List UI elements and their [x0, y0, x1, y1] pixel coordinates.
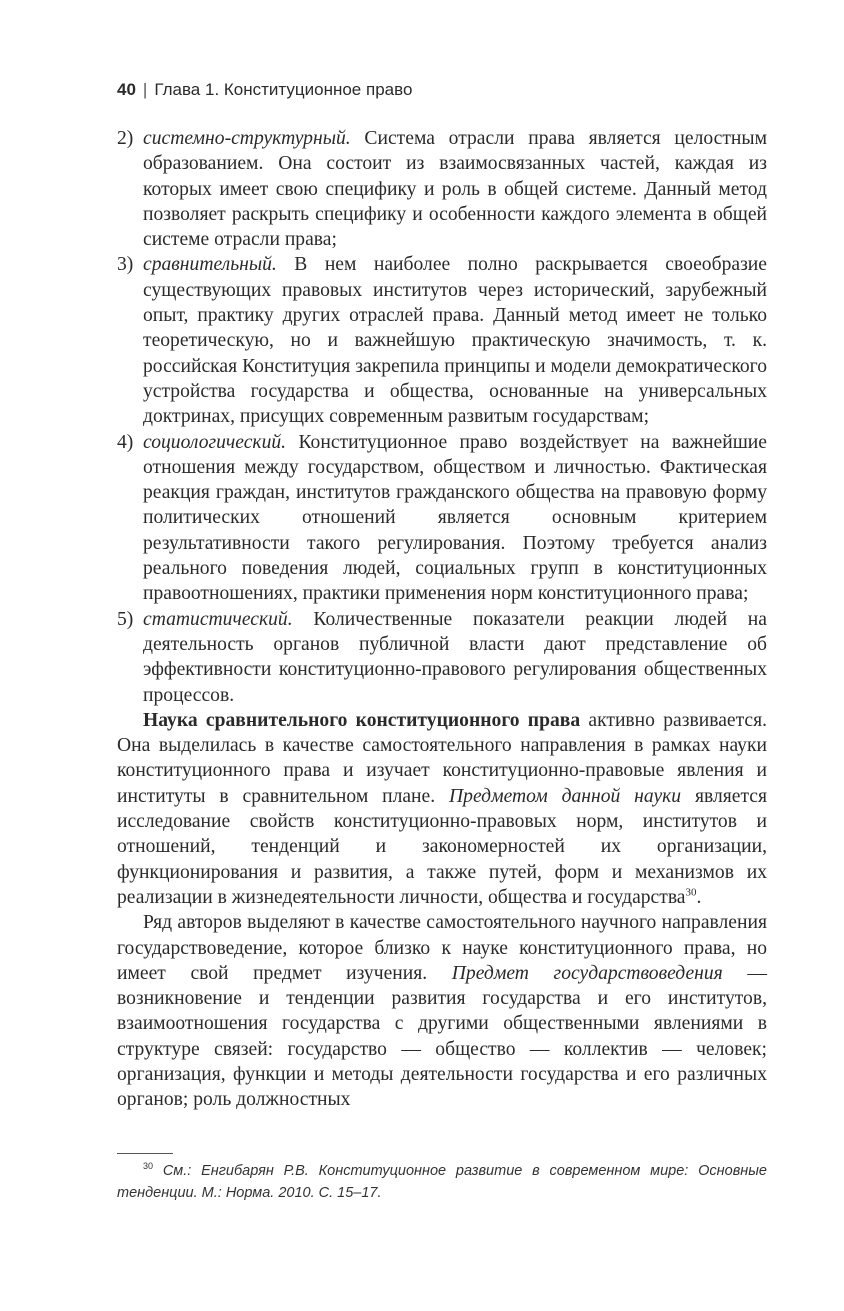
header-separator: | [142, 80, 148, 99]
italic-term: Предметом данной науки [449, 785, 682, 807]
paragraph-text: — возникновение и тенденции развития государства и его институтов, взаимоотношения государства с другими общественными явлениями в структуре связей: государство — общество — коллектив — человек; организация, функции и методы деятельности государства и его различных органов; роль должностных [117, 962, 767, 1111]
method-item-5 [117, 607, 767, 708]
paragraph-comparative-law [117, 708, 767, 910]
paragraph-text: является исследование свойств конституционно-правовых норм, институтов и отношений, тенденций и закономерностей их организации, функционирования и развития, а также путей, форм и механизмов их реализации в жизнедеятельности личности, общества и государства [117, 785, 767, 908]
footnote-ref[interactable]: 30 [685, 886, 697, 899]
running-header [117, 80, 412, 100]
item-term: статистический. [143, 608, 293, 630]
item-description: В нем наиболее полно раскрывается своеобразие существующих правовых институтов через исторический, зарубежный опыт, практику других отраслей права. Данный метод имеет не только теоретическую, но и важнейшую практическую значимость, т. к. российская Конституция закрепила принципы и модели демократического устройства государства и общества, основанные на универсальных доктринах, присущих современным развитым государствам; [143, 254, 767, 428]
item-term: социологический. [143, 431, 287, 453]
item-number: 4) [117, 431, 134, 453]
method-item-4 [117, 430, 767, 607]
page-number: 40 [117, 80, 136, 99]
paragraph-state-studies [117, 910, 767, 1112]
item-text [143, 607, 767, 708]
item-description: Количественные показатели реакции людей на деятельность органов публичной власти дают представление об эффективности конституционно-правового регулирования общественных процессов. [143, 608, 767, 706]
paragraph-text: активно развивается. Она выделилась в качестве самостоятельного направления в рамках науки конституционного права и изучает конституционно-правовые явления и институты в сравнительном плане. [117, 709, 767, 807]
method-item-3 [117, 252, 767, 429]
footnote-text: См.: Енгибарян Р.В. Конституционное развитие в современном мире: Основные тенденции. М.: Норма. 2010. С. 15–17. [117, 1163, 767, 1201]
footnote [117, 1160, 767, 1204]
item-number: 2) [117, 128, 134, 149]
item-text [143, 430, 767, 607]
item-description: Конституционное право воздействует на важнейшие отношения между государством, обществом и личностью. Фактическая реакция граждан, институтов гражданского общества на правовую форму политических отношений является основным критерием результативности такого регулирования. Поэтому требуется анализ реального поведения людей, социальных групп в конституционных правоотношениях, практики применения норм конституционного права; [143, 431, 767, 605]
item-text [143, 252, 767, 429]
item-number: 3) [117, 254, 134, 276]
item-term: системно-структурный. [143, 128, 351, 149]
paragraph-text: Ряд авторов выделяют в качестве самостоятельного научного направления государствоведение, которое близко к науке конституционного права, но имеет свой предмет изучения. [117, 912, 767, 984]
chapter-title: Глава 1. Конституционное право [154, 80, 413, 99]
item-number: 5) [117, 608, 134, 630]
item-text [143, 126, 767, 252]
item-description: Система отрасли права является целостным образованием. Она состоит из взаимосвязанных частей, каждая из которых имеет свою специфику и роль в общей системе. Данный метод позволяет раскрыть специфику и особенности каждого элемента в общей системе отрасли права; [143, 128, 767, 251]
page-body [117, 126, 767, 1113]
footnote-divider [117, 1153, 173, 1154]
bold-term: Наука сравнительного конституционного права [143, 709, 581, 731]
method-item-2 [117, 126, 767, 252]
paragraph-text: . [696, 886, 702, 908]
italic-term: Предмет государствоведения [451, 962, 723, 984]
footnote-number: 30 [143, 1161, 154, 1172]
item-term: сравнительный. [143, 254, 277, 276]
